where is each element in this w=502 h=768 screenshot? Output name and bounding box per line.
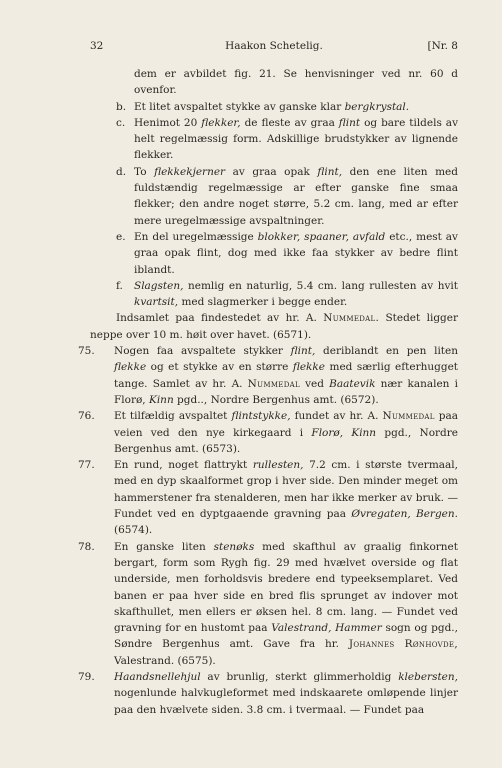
paragraph [90,310,458,343]
italic-term: flekker, [201,116,241,129]
entry-label: 78. [78,540,95,553]
italic-term: flekke [114,361,147,374]
italic-term: flintstykke, [231,410,291,423]
italic-term: Øvregaten, Bergen. [351,508,458,521]
text-run: med skafthul av graalig finkornet bergart, form som Rygh fig. 29 med hvælvet overside og flat underside, men forholdsvis bredere end typeeksemplaret. Ved banen er paa hver side en bred flis sprunget av indover mot skafthullet, men ellers er øksen hel. 8 cm. lang. — Fundet ved gravning for en hustomt paa [114,540,458,635]
entry-label: e. [116,230,126,243]
italic-term: Baatevik [329,377,376,390]
text-run: pgd., Nordre Bergenhus amt. (6573). [114,426,458,455]
catalog-entry [78,669,458,718]
italic-term: flekkekjerner [154,165,226,178]
text-run: dem er avbildet fig. 21. Se henvisninger ved nr. 60 d ovenfor. [134,68,458,97]
text-run: En rund, noget flattrykt [114,459,253,472]
catalog-entry [78,457,458,538]
text-run: En ganske liten [114,540,214,553]
text-run: nemlig en naturlig, 5.4 cm. lang rullesten av hvit [183,279,458,292]
person-name: Johannes Rønhovde, [348,638,458,651]
italic-term: kvartsit, [134,296,179,309]
text-run: deriblandt en pen liten [315,345,459,358]
catalog-entry [78,343,459,408]
entry-label: c. [116,116,126,129]
text-run: Stedet ligger neppe over 10 m. høit over havet. (6571). [90,312,458,341]
text-run: fundet av hr. A. [290,410,383,423]
italic-term: blokker, spaaner, avfald [257,230,386,243]
text-run: sogn og pgd., Søndre Bergenhus amt. Gave fra hr. [114,622,458,651]
section-marker: [Nr. 8 [427,40,458,52]
italic-term: Valestrand, Hammer [271,622,382,635]
italic-term: Haandsnellehjul [114,670,201,683]
text-run: Nogen faa avspaltete stykker [114,345,291,358]
italic-term: stenøks [213,540,255,553]
text-run: Et tilfældig avspaltet [114,410,232,423]
entry-label: 79. [78,670,95,683]
text-run: etc., mest av graa opak flint, dog med ikke faa stykker av bedre flint iblandt. [134,230,458,276]
italic-term: klebersten, [398,670,458,683]
person-name: Nummedal. [323,312,380,325]
text-run: Valestrand. (6575). [114,654,216,667]
text-run: pgd.., Nordre Bergenhus amt. (6572). [173,393,379,406]
text-run: paa veien ved den nye kirkegaard i [114,410,458,439]
text-run: Henimot 20 [134,116,202,129]
text-run: av graa opak [225,165,318,178]
running-title: Haakon Schetelig. [225,40,323,52]
entry-label: 76. [78,410,95,423]
italic-term: rullesten, [252,459,304,472]
italic-term: bergkrystal. [344,100,410,113]
sub-item [90,115,458,164]
sub-item [90,278,458,311]
page-body [78,66,459,718]
text-run: nær kanalen i Florø, [114,377,458,406]
italic-term: Kinn [148,393,174,406]
person-name: Nummedal [382,410,435,423]
text-run: (6574). [114,524,153,537]
sub-item [90,164,458,229]
catalog-entry [78,408,458,457]
text-run: 7.2 cm. i største tvermaal, med en dyp skaalformet grop i hver side. Den minder meget om hammerstener fra stenalderen, men har ikke merker av bruk. — Fundet ved en dyptgaaende gravning paa [114,459,458,521]
entry-label: b. [116,100,127,113]
italic-term: flint [338,116,361,129]
italic-term: flekke [292,361,325,374]
text-run: To [134,165,155,178]
entry-label: 77. [78,459,95,472]
text-run: av brunlig, sterkt glimmerholdig [200,670,399,683]
catalog-entry [78,539,458,669]
text-run: nogenlunde halvkugleformet med indskaarete omløpende linjer paa den hvælvete siden. 3.8 cm. i tvermaal. — Fundet paa [114,687,458,716]
text-run: de fleste av graa [240,116,339,129]
entry-label: f. [116,279,123,292]
text-run: og bare tildels av helt regelmæssig form. Adskillige brudstykker av lignende flekker. [134,116,458,162]
italic-term: Slagsten, [134,279,184,292]
page-number: 32 [90,40,104,52]
text-run: ved [299,377,330,390]
text-run: med slagmerker i begge ender. [178,296,348,309]
entry-label: d. [116,165,127,178]
sub-item [90,229,458,278]
italic-term: Florø, Kinn [311,426,377,439]
person-name: Nummedal [247,377,300,390]
text-run: Et litet avspaltet stykke av ganske klar [134,100,345,113]
text-run: og et stykke av en større [146,361,293,374]
text-run: den ene liten med fuldstændig regelmæssige ar efter ganske fine smaa flekker; den andre noget større, 5.2 cm. lang, med ar efter mere uregelmæssige avspaltninger. [134,165,458,227]
sub-item [90,66,458,99]
text-run: En del uregelmæssige [134,230,258,243]
italic-term: flint, [290,345,316,358]
running-header [90,38,458,54]
italic-term: flint, [317,165,343,178]
text-run: med særlig efterhugget tange. Samlet av hr. A. [114,361,459,390]
text-run: Indsamlet paa findestedet av hr. A. [116,312,324,325]
entry-label: 75. [78,345,95,358]
sub-item [90,99,458,115]
